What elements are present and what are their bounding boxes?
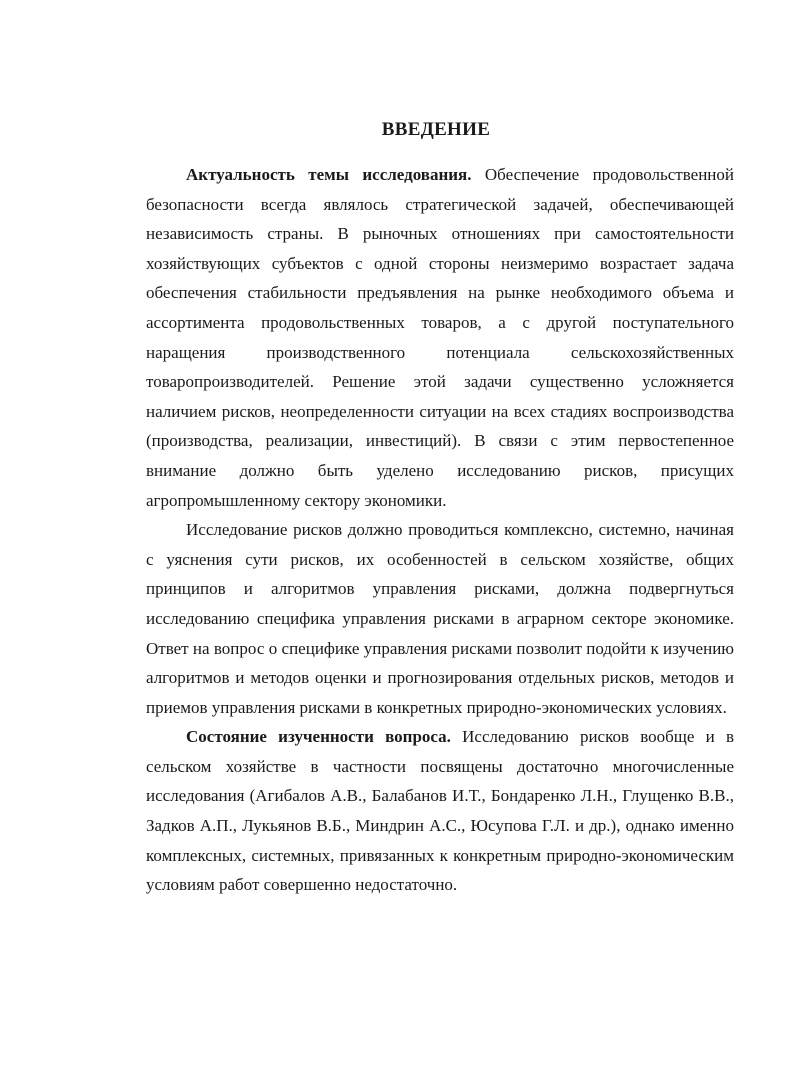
paragraph-state-of-study [146, 722, 734, 900]
paragraph-text: Исследованию рисков вообще и в сельском хозяйстве в частности посвящены достаточно многочисленные исследования (Агибалов А.В., Балабанов И.Т., Бондаренко Л.Н., Глущенко В.В., Задков А.П., Лукьянов В.Б., Миндрин А.С., Юсупова Г.Л. и др.), однако именно комплексных, системных, привязанных к конкретным природно-экономическим условиям работ совершенно недостаточно. [146, 727, 735, 895]
paragraph-text: Исследование рисков должно проводиться комплексно, системно, начиная с уяснения сути рисков, их особенностей в сельском хозяйстве, общих принципов и алгоритмов управления рисками, должна подвергнуться исследованию специфика управления рисками в аграрном секторе экономике. Ответ на вопрос о специфике управления рисками позволит подойти к изучению алгоритмов и методов оценки и прогнозирования отдельных рисков, методов и приемов управления рисками в конкретных природно-экономических условиях. [146, 520, 734, 717]
paragraph-lead: Актуальность темы исследования. [186, 165, 472, 184]
page-title: ВВЕДЕНИЕ [381, 119, 491, 140]
paragraph-lead: Состояние изученности вопроса. [186, 727, 451, 747]
paragraph-text: Обеспечение продовольственной безопасности всегда являлось стратегической задачей, обеспечивающей независимость страны. В рыночных отношениях при самостоятельности хозяйствующих субъектов с одной стороны неизмеримо возрастает задача обеспечения стабильности предъявления на рынке необходимого объема и ассортимента продовольственных товаров, а с другой поступательного наращения производственного потенциала сельскохозяйственных товаропроизводителей. Решение этой задачи существенно усложняется наличием рисков, неопределенности ситуации на всех стадиях воспроизводства (производства, реализации, инвестиций). В связи с этим первостепенное внимание должно быть уделено исследованию рисков, присущих агропромышленному сектору экономики. [146, 165, 734, 510]
body-text [146, 160, 734, 900]
paragraph-relevance [146, 160, 734, 515]
paragraph-research [146, 515, 734, 722]
